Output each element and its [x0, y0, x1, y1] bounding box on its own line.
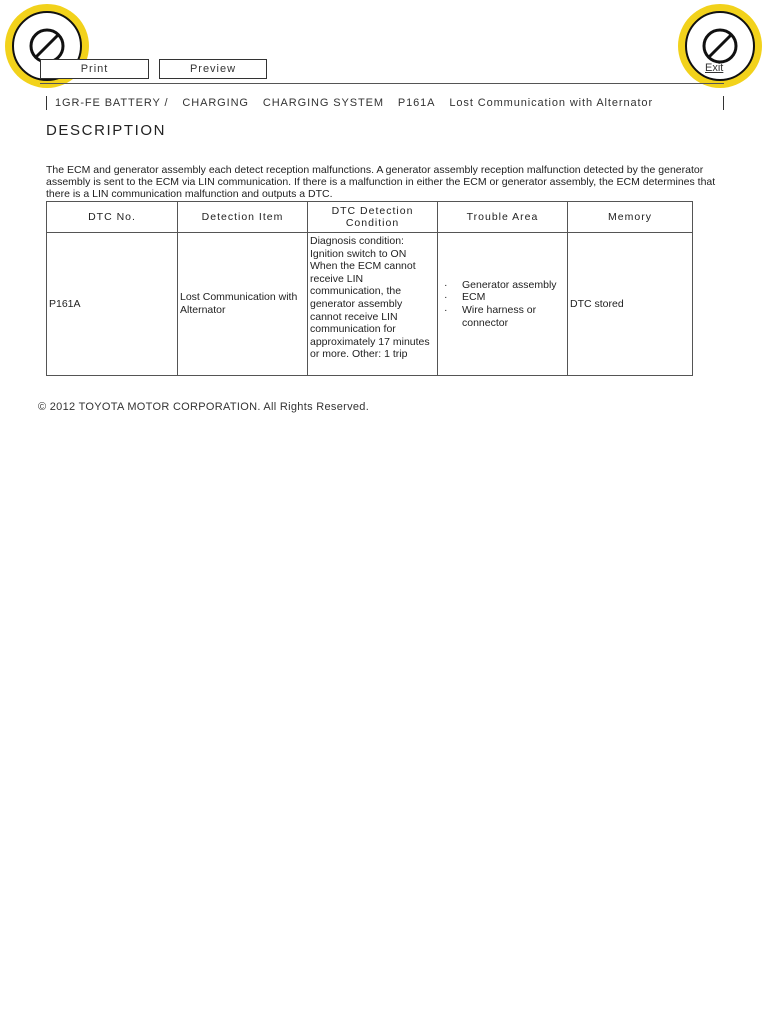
breadcrumb-item: Lost Communication with Alternator [449, 97, 654, 109]
trouble-area-list [440, 279, 565, 329]
dtc-table [46, 201, 693, 376]
print-button[interactable]: Print [40, 59, 149, 79]
copyright-text: © 2012 TOYOTA MOTOR CORPORATION. All Rights Reserved. [38, 401, 370, 413]
column-header: Trouble Area [438, 202, 568, 233]
exit-link[interactable]: Exit [705, 62, 724, 74]
description-text: The ECM and generator assembly each detect reception malfunctions. A generator assembly reception malfunction detected by the generator assembly is sent to the ECM via LIN communication. If there is a malfunction in either the ECM or generator assembly, the ECM determines that there is a LIN communication malfunction and outputs a DTC. [46, 164, 716, 200]
breadcrumb [46, 96, 724, 110]
page-title: DESCRIPTION [46, 122, 167, 139]
pdf-xchange-stamp[interactable] [677, 3, 763, 89]
list-item: · ECM [462, 291, 565, 304]
detection-item-cell: Lost Communication with Alternator [178, 233, 308, 376]
list-item: · Wire harness or connector [462, 304, 565, 329]
memory-cell: DTC stored [568, 233, 693, 376]
list-item: · Generator assembly [462, 279, 565, 292]
preview-button[interactable]: Preview [159, 59, 267, 79]
column-header: DTC No. [47, 202, 178, 233]
detection-condition-cell: Diagnosis condition: Ignition switch to ON When the ECM cannot receive LIN communication, the generator assembly cannot receive LIN communication for approximately 17 minutes or more. Other: 1 trip [308, 233, 438, 376]
column-header: DTC Detection Condition [308, 202, 438, 233]
breadcrumb-item: CHARGING [182, 97, 249, 109]
breadcrumb-item: CHARGING SYSTEM [262, 97, 384, 109]
table-header-row [47, 202, 693, 233]
trouble-area-cell [438, 233, 568, 376]
toolbar-divider [40, 83, 724, 84]
column-header: Detection Item [178, 202, 308, 233]
column-header: Memory [568, 202, 693, 233]
dtc-code-cell: P161A [47, 233, 178, 376]
breadcrumb-item: 1GR-FE BATTERY / [55, 97, 169, 109]
table-row [47, 233, 693, 376]
breadcrumb-item: P161A [397, 97, 436, 109]
